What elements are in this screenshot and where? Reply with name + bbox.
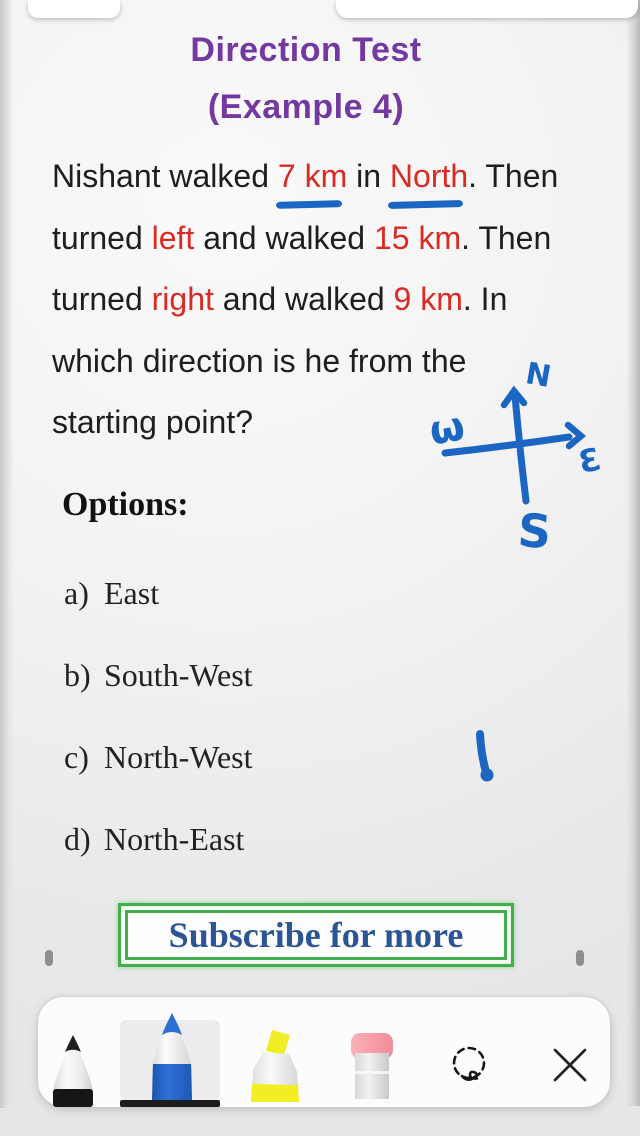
question-segment: and walked [213, 281, 394, 317]
option-text: North-East [104, 821, 245, 857]
highlighted-term: 7 km [277, 158, 348, 194]
option-letter: a) [64, 575, 89, 611]
yellow-highlighter-icon [245, 1028, 301, 1104]
close-toolbar-button[interactable] [552, 1048, 588, 1087]
question-line [52, 269, 612, 331]
question-segment: 9 km [393, 281, 463, 317]
compass-north-south-line [515, 396, 526, 501]
question-segment: turned [52, 219, 152, 256]
close-icon [552, 1048, 588, 1082]
top-right-tab[interactable] [336, 0, 638, 18]
compass-label-east: Ɛ [575, 441, 605, 482]
question-segment: starting point? [52, 404, 254, 440]
question-line [52, 208, 612, 270]
option-text: South-West [104, 657, 253, 693]
option-item-b [64, 657, 253, 694]
question-segment: turned [52, 281, 152, 317]
subscribe-banner-inner [125, 910, 507, 960]
option-letter: d) [64, 821, 91, 857]
question-segment: 15 km [373, 219, 462, 256]
page-handle-right[interactable] [576, 950, 584, 966]
compass-drawing [423, 356, 608, 561]
options-heading: Options: [62, 486, 189, 523]
question-segment: Nishant walked [52, 158, 278, 194]
question-segment: which direction is he from the [52, 342, 467, 379]
option-item-c [64, 739, 253, 776]
top-left-tab[interactable] [28, 0, 120, 18]
blue-pen-icon [150, 1012, 194, 1102]
highlighted-term: North [389, 158, 469, 194]
compass-label-west: ω [425, 403, 469, 455]
blue-pen-tool[interactable] [150, 1012, 194, 1107]
lasso-icon [450, 1045, 490, 1087]
page-left-edge [0, 0, 14, 1108]
question-segment: left [151, 219, 195, 256]
option-text: North-West [104, 739, 253, 775]
compass-label-north: N [522, 356, 554, 395]
option-text: East [104, 575, 160, 611]
question-segment: . Then [468, 158, 559, 194]
pink-eraser-icon [347, 1031, 397, 1101]
ink-tick-mark [472, 728, 498, 790]
option-letter: b) [64, 657, 91, 693]
subscribe-banner [118, 903, 514, 967]
question-segment: and walked [194, 219, 374, 256]
question-segment: in [347, 158, 390, 194]
page-right-edge [626, 0, 640, 1106]
subscribe-label: Subscribe for more [168, 915, 464, 955]
question-segment: right [151, 281, 214, 317]
option-letter: c) [64, 739, 89, 775]
yellow-highlighter-tool[interactable] [245, 1028, 301, 1109]
option-item-d [64, 821, 244, 858]
lasso-select-tool[interactable] [450, 1045, 490, 1092]
compass-label-south: S [516, 503, 553, 560]
page-title-line2: (Example 4) [207, 88, 405, 126]
pink-eraser-tool[interactable] [347, 1031, 397, 1106]
option-item-a [64, 575, 159, 612]
drawing-toolbar [38, 997, 610, 1107]
question-segment: . Then [461, 219, 552, 256]
question-segment: . In [462, 281, 508, 317]
black-pen-tool[interactable] [50, 1033, 96, 1112]
black-pen-icon [50, 1033, 96, 1107]
page-handle-left[interactable] [45, 950, 53, 966]
page-title [0, 22, 612, 136]
question-line [52, 146, 612, 208]
page-title-line1: Direction Test [190, 31, 422, 69]
